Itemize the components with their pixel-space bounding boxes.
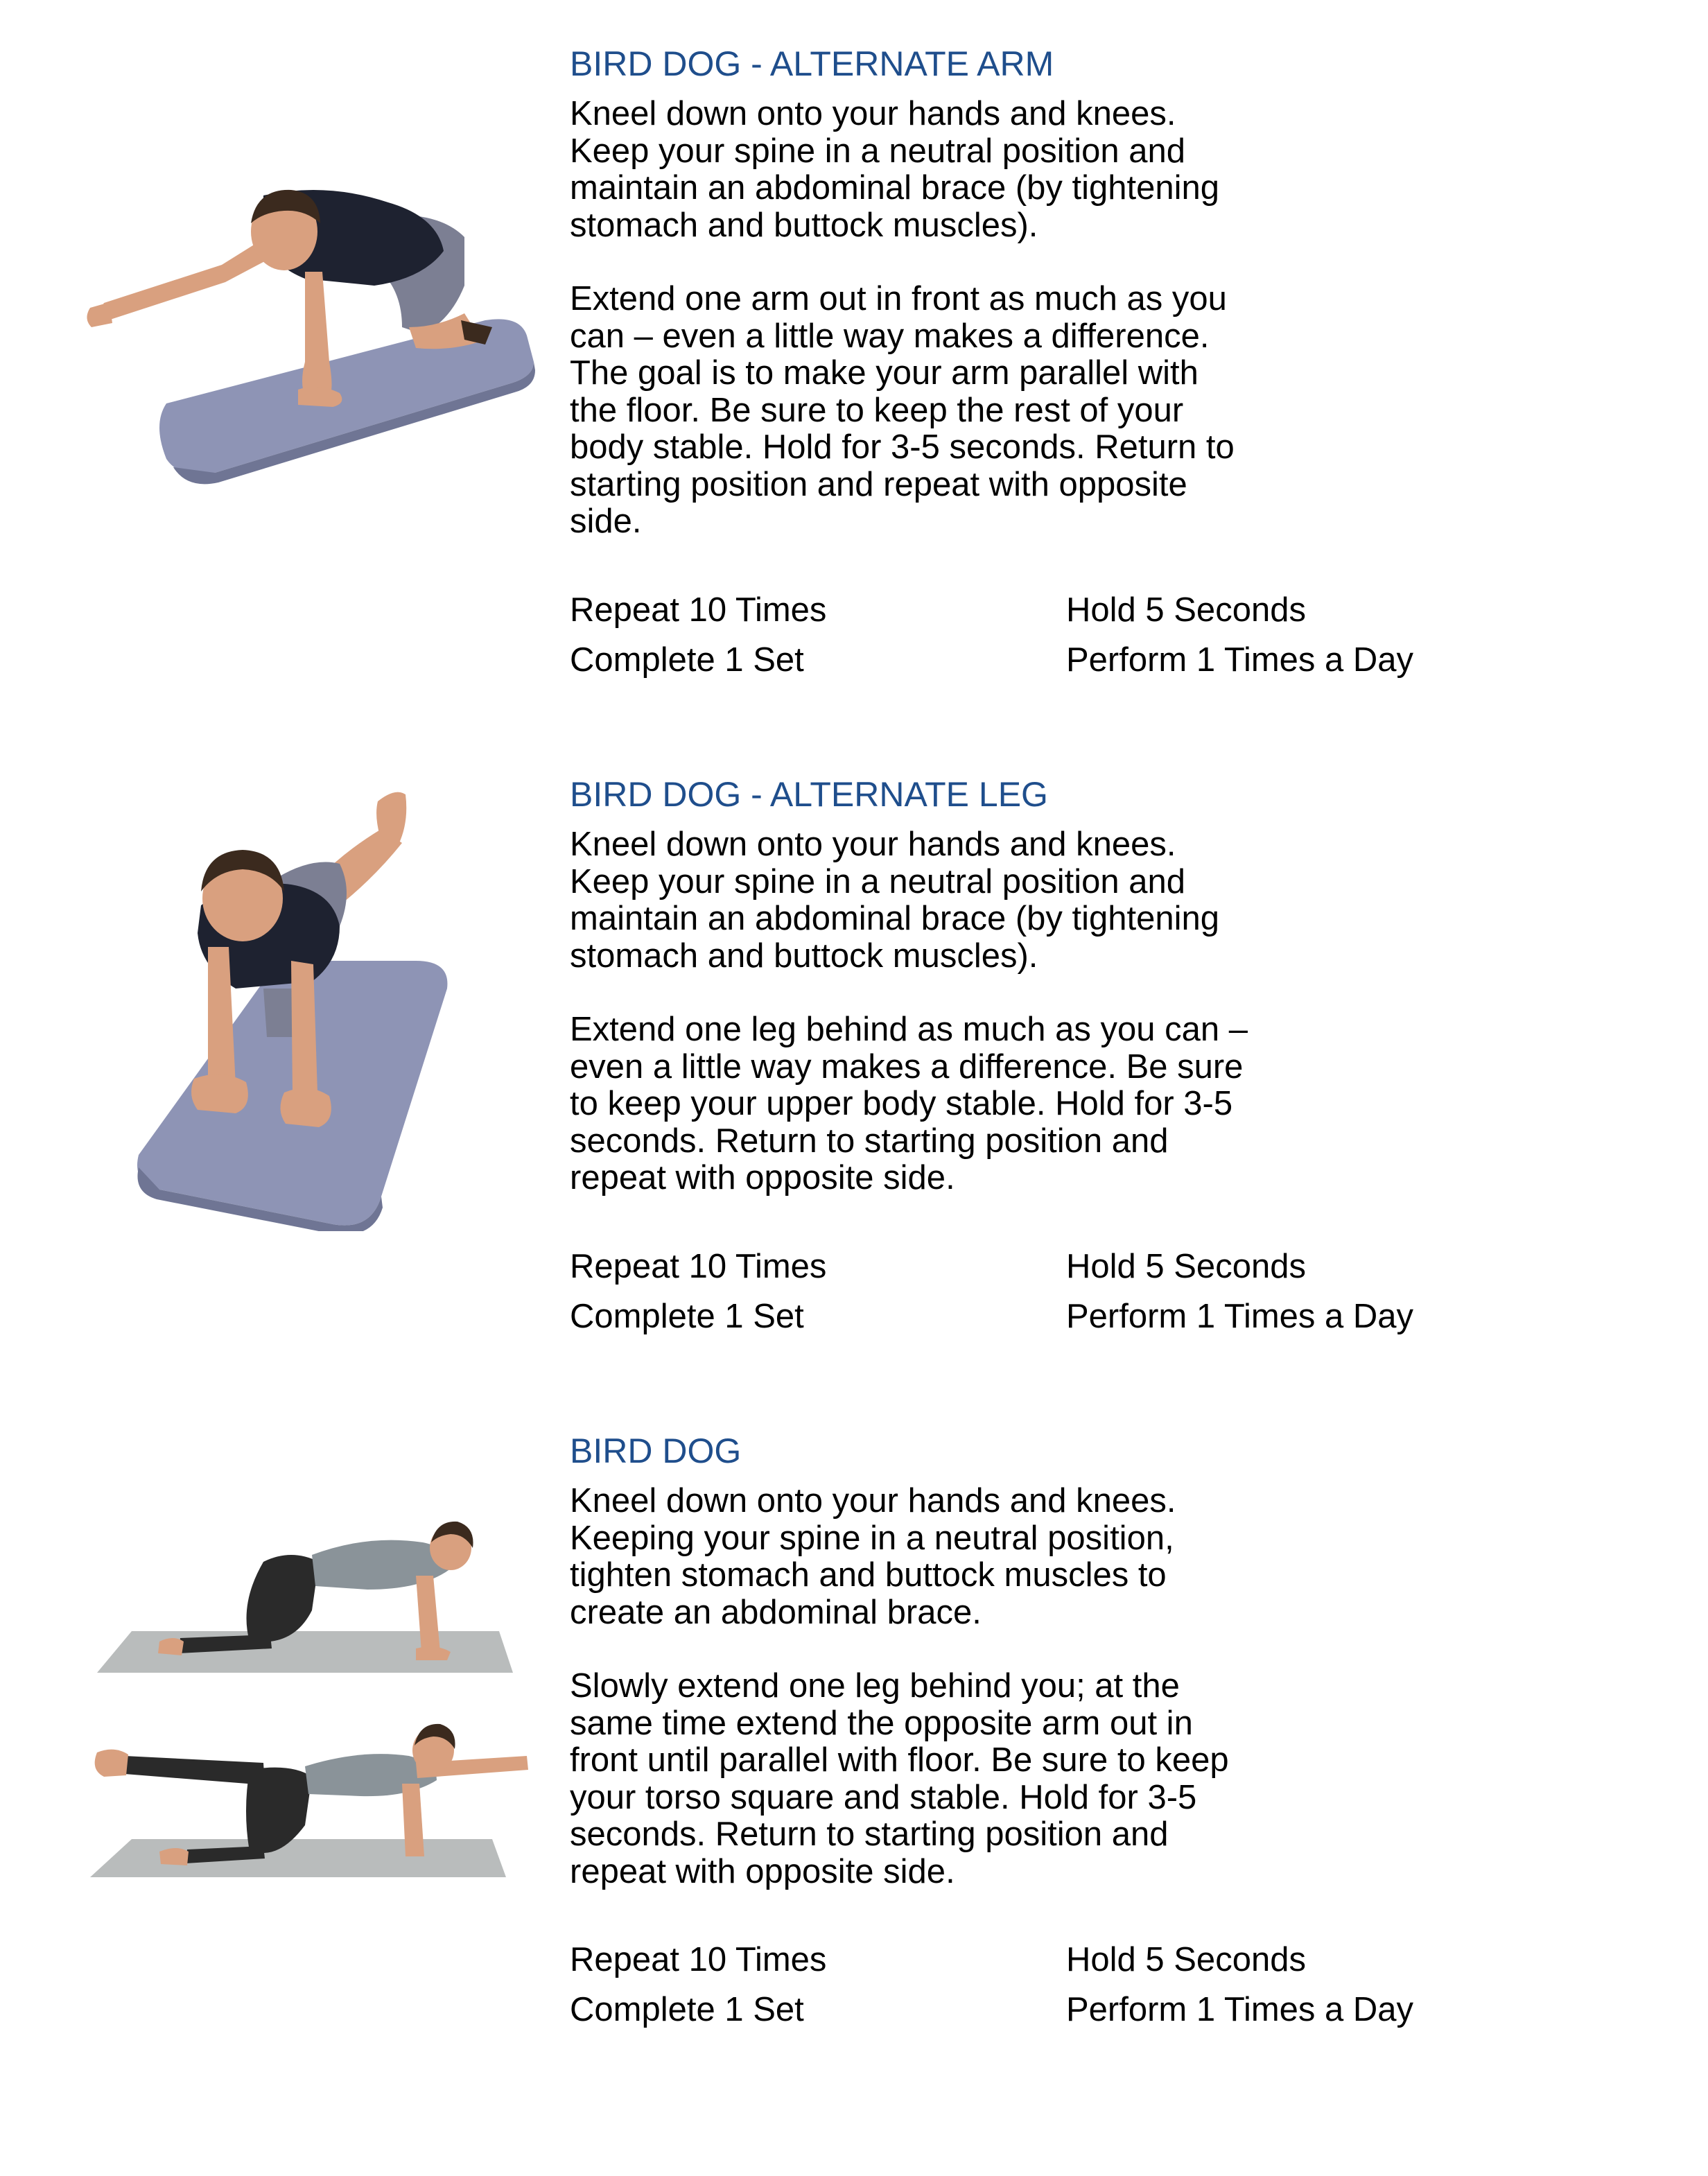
exercise-parameters [570, 1246, 1471, 1350]
exercise-title: BIRD DOG - ALTERNATE LEG [570, 775, 1048, 814]
exercise-photo-alternate-leg [132, 787, 561, 1231]
daily-frequency: Perform 1 Times a Day [1066, 1991, 1414, 2028]
repeat-count: Repeat 10 Times [570, 591, 827, 629]
exercise-instructions-setup: Kneel down onto your hands and knees. Keep your spine in a neutral position and maintain an abdominal brace (by tightening stomach and buttock muscles). [570, 95, 1220, 244]
exercise-instructions-setup: Kneel down onto your hands and knees. Keep your spine in a neutral position and maintain an abdominal brace (by tightening stomach and buttock muscles). [570, 826, 1220, 975]
exercise-text [570, 774, 1471, 1350]
exercise-parameters [570, 589, 1471, 693]
daily-frequency: Perform 1 Times a Day [1066, 641, 1414, 679]
hold-duration: Hold 5 Seconds [1066, 591, 1306, 629]
exercise-parameters [570, 1939, 1471, 2043]
exercise-photo-extended-position [83, 1707, 555, 1901]
exercise-instructions-movement: Extend one leg behind as much as you can – even a little way makes a difference. Be sure to keep your upper body stable. Hold for 3-5 seconds. Return to starting position and repeat with opposite side. [570, 1011, 1248, 1196]
repeat-count: Repeat 10 Times [570, 1247, 827, 1285]
repeat-count: Repeat 10 Times [570, 1941, 827, 1978]
set-count: Complete 1 Set [570, 1297, 804, 1335]
exercise-instructions-setup: Kneel down onto your hands and knees. Keeping your spine in a neutral position, tighten stomach and buttock muscles to create an abdominal brace. [570, 1482, 1176, 1631]
exercise-instructions-movement: Slowly extend one leg behind you; at the same time extend the opposite arm out in front until parallel with floor. Be sure to keep your torso square and stable. Hold for 3-5 seconds. Return to starting position and repeat with opposite side. [570, 1667, 1229, 1890]
set-count: Complete 1 Set [570, 641, 804, 679]
exercise-instructions-movement: Extend one arm out in front as much as you can – even a little way makes a difference. The goal is to make your arm parallel with the floor. Be sure to keep the rest of your body stable. Hold for 3-5 seconds. Return to starting position and repeat with opposite side. [570, 280, 1235, 540]
exercise-text [570, 43, 1471, 693]
daily-frequency: Perform 1 Times a Day [1066, 1297, 1414, 1335]
exercise-photo-start-position [90, 1499, 534, 1694]
exercise-title: BIRD DOG - ALTERNATE ARM [570, 44, 1054, 83]
hold-duration: Hold 5 Seconds [1066, 1247, 1306, 1285]
set-count: Complete 1 Set [570, 1991, 804, 2028]
hold-duration: Hold 5 Seconds [1066, 1941, 1306, 1978]
exercise-text [570, 1430, 1471, 2043]
exercise-title: BIRD DOG [570, 1431, 742, 1470]
exercise-photo-alternate-arm [76, 154, 548, 556]
exercise-mat [90, 1839, 506, 1877]
